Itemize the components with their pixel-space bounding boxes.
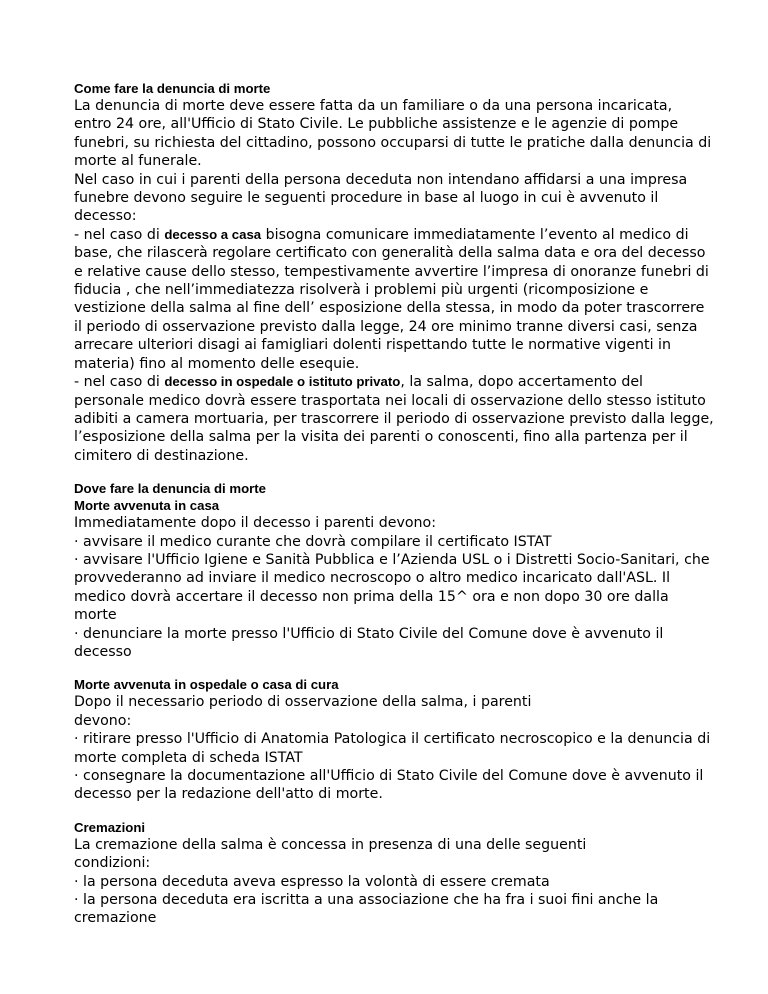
section-heading: Dove fare la denuncia di morte	[74, 481, 267, 497]
list-item: · consegnare la documentazione all'Ufficio di Stato Civile del Comune dove è avvenuto il decesso per la redazione dell'atto di morte.	[74, 768, 704, 803]
text-prefix: - nel caso di	[74, 374, 165, 391]
paragraph-line: devono:	[74, 712, 132, 729]
list-item: · avvisare l'Ufficio Igiene e Sanità Pubblica e l’Azienda USL o i Distretti Socio-Sanitari, che provvederanno ad inviare il medico necroscopo o altro medico incaricato dall'ASL. Il medico dovrà accertare il decesso non prima della 15^ ora e non dopo 30 ore dalla morte	[74, 551, 710, 624]
text-prefix: - nel caso di	[74, 226, 165, 243]
section-spacer	[74, 465, 714, 480]
section-subheading: Morte avvenuta in casa	[74, 498, 220, 514]
section-heading: Morte avvenuta in ospedale o casa di cura	[74, 677, 339, 693]
paragraph-line: La cremazione della salma è concessa in presenza di una delle seguenti	[74, 836, 587, 853]
section-heading: Come fare la denuncia di morte	[74, 81, 271, 96]
paragraph: La denuncia di morte deve essere fatta da un familiare o da una persona incaricata, entro 24 ore, all'Ufficio di Stato Civile. Le pubbliche assistenze e le agenzie di pompe funebri, su richiesta del cittadino, possono occuparsi di tutte le pratiche dalla denuncia di morte al funerale.	[74, 98, 712, 170]
section-morte-ospedale	[74, 676, 714, 803]
paragraph: Immediatamente dopo il decesso i parenti devono:	[74, 515, 436, 532]
paragraph: Nel caso in cui i parenti della persona deceduta non intendano affidarsi a una impresa funebre devono seguire le seguenti procedure in base al luogo in cui è avvenuto il decesso:	[74, 171, 688, 225]
text-continuation: , la salma, dopo accertamento del personale medico dovrà essere trasportata nei locali di osservazione dello stesso istituto adibiti a camera mortuaria, per trascorrere il periodo di osservazione previsto dalla legge, l’esposizione della salma per la visita dei parenti o conoscenti, fino alla partenza per il cimitero di destinazione.	[74, 374, 714, 464]
list-item: · la persona deceduta era iscritta a una associazione che ha fra i suoi fini anche la cremazione	[74, 892, 659, 927]
paragraph-line: condizioni:	[74, 855, 151, 872]
document-page	[74, 80, 714, 928]
paragraph-decesso-casa	[74, 226, 714, 373]
section-spacer	[74, 661, 714, 676]
section-spacer	[74, 804, 714, 819]
list-item: · ritirare presso l'Ufficio di Anatomia Patologica il certificato necroscopico e la denuncia di morte completa di scheda ISTAT	[74, 731, 711, 766]
text-continuation: bisogna comunicare immediatamente l’evento al medico di base, che rilascerà regolare certificato con generalità della salma data e ora del decesso e relative cause dello stesso, tempestivamente avvertire l’impresa di onoranze funebri di fiducia , che nell’immediatezza risolverà i problemi più urgenti (ricomposizione e vestizione della salma al fine dell’ esposizione della stessa, in modo da poter trascorrere il periodo di osservazione previsto dalla legge, 24 ore minimo tranne diversi casi, senza arrecare ulteriori disagi ai famigliari dolenti rispettando tutte le normative vigenti in materia) fino al momento delle esequie.	[74, 226, 709, 372]
list-item: · la persona deceduta aveva espresso la volontà di essere cremata	[74, 873, 550, 890]
section-denuncia-dove	[74, 480, 714, 661]
bold-term: decesso in ospedale o istituto privato	[164, 374, 401, 390]
paragraph-line: Dopo il necessario periodo di osservazione della salma, i parenti	[74, 694, 532, 711]
bold-term: decesso a casa	[164, 226, 262, 242]
section-denuncia-come	[74, 80, 714, 465]
section-heading: Cremazioni	[74, 819, 146, 835]
list-item: · avvisare il medico curante che dovrà compilare il certificato ISTAT	[74, 533, 552, 550]
paragraph-decesso-ospedale	[74, 373, 714, 465]
list-item: · denunciare la morte presso l'Ufficio di Stato Civile del Comune dove è avvenuto il decesso	[74, 625, 664, 660]
section-cremazioni	[74, 819, 714, 928]
